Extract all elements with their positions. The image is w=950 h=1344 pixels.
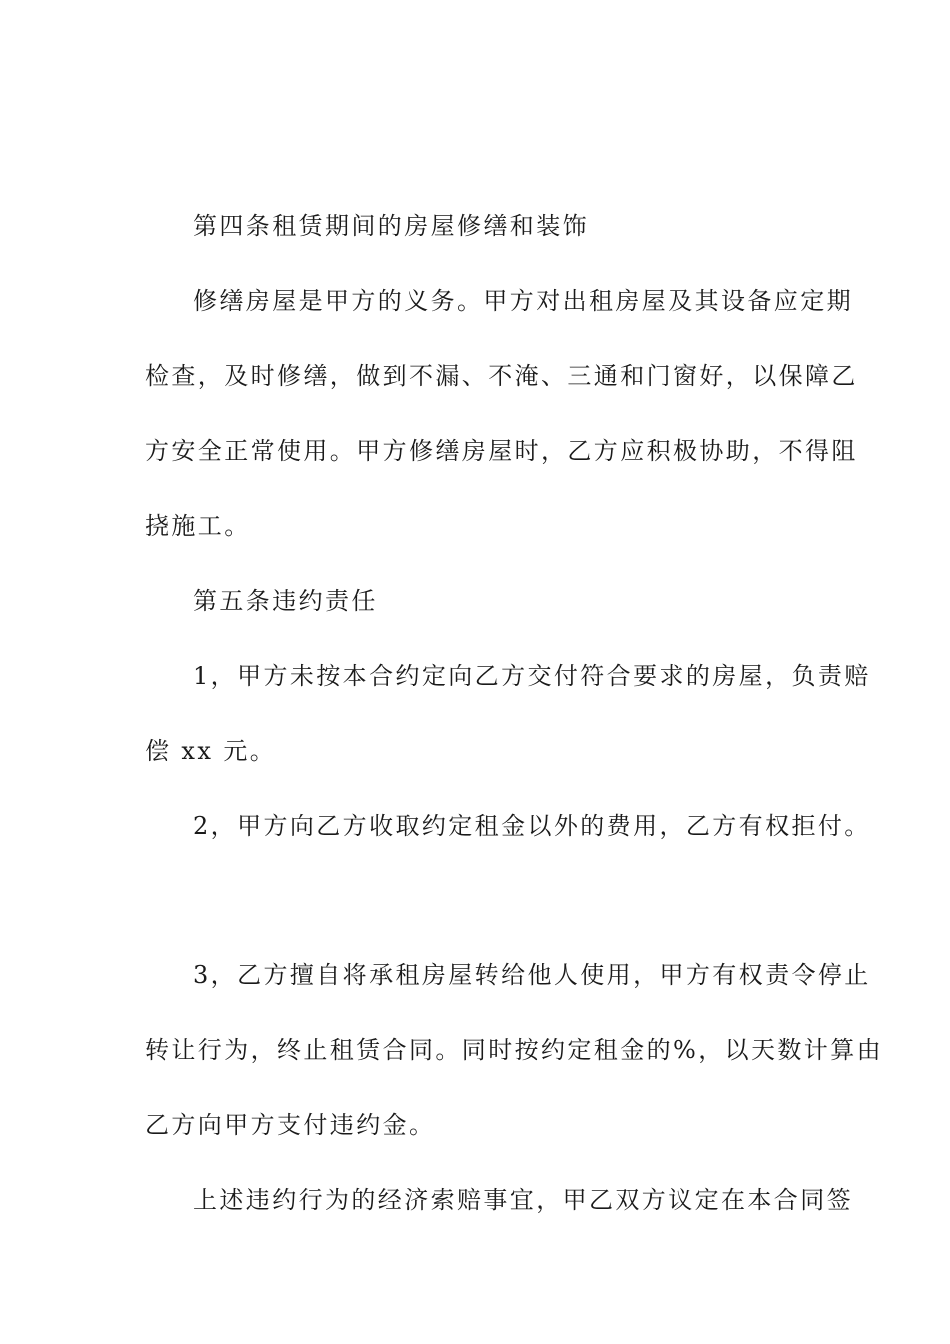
clause-2-line: 2，甲方向乙方收取约定租金以外的费用，乙方有权拒付。 <box>193 812 871 840</box>
clause-3-line: 乙方向甲方支付违约金。 <box>145 1111 436 1139</box>
clause-1-line: 1，甲方未按本合约定向乙方交付符合要求的房屋，负责赔 <box>193 662 871 690</box>
section-heading-5: 第五条违约责任 <box>193 587 378 615</box>
clause-3-line: 转让行为，终止租赁合同。同时按约定租金的%，以天数计算由 <box>145 1036 884 1064</box>
paragraph-line: 修缮房屋是甲方的义务。甲方对出租房屋及其设备应定期 <box>193 287 853 315</box>
paragraph-line: 检查，及时修缮，做到不漏、不淹、三通和门窗好，以保障乙 <box>145 362 858 390</box>
paragraph-line: 上述违约行为的经济索赔事宜，甲乙双方议定在本合同签 <box>193 1186 853 1214</box>
clause-3-line: 3，乙方擅自将承租房屋转给他人使用，甲方有权责令停止 <box>193 961 871 989</box>
paragraph-line: 方安全正常使用。甲方修缮房屋时，乙方应积极协助，不得阻 <box>145 437 858 465</box>
clause-1-line: 偿 xx 元。 <box>145 737 277 765</box>
section-heading-4: 第四条租赁期间的房屋修缮和装饰 <box>193 212 589 240</box>
paragraph-line: 挠施工。 <box>145 512 251 540</box>
